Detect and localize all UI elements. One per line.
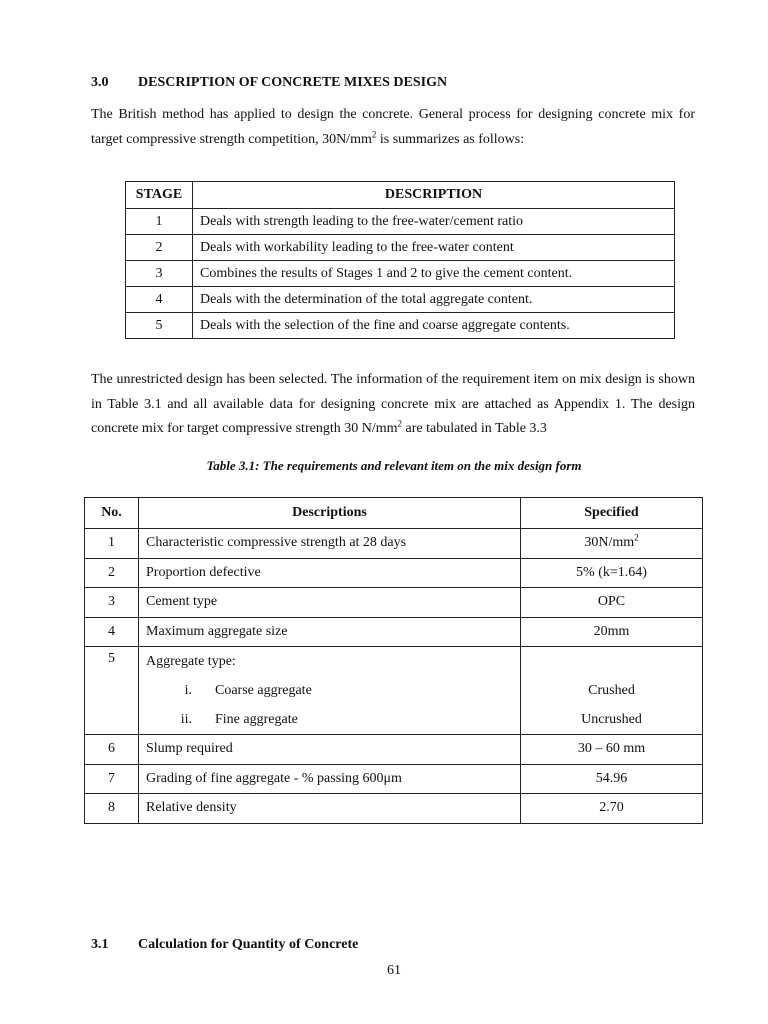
row-specified: 2.70 xyxy=(521,794,703,824)
row-description: Grading of fine aggregate - % passing 600μm xyxy=(139,764,521,794)
stage-number: 3 xyxy=(126,261,193,287)
intro-text: The British method has applied to design the concrete. General process for designing concrete mix for target compressive strength competition, 30N/mm xyxy=(91,107,695,147)
spec-fine: Uncrushed xyxy=(581,712,642,727)
intro-superscript: 2 xyxy=(371,128,377,139)
row-number: 6 xyxy=(85,735,139,765)
table-row xyxy=(85,647,703,735)
sub-item-numeral: i. xyxy=(184,682,192,698)
spec-superscript: 2 xyxy=(634,532,639,543)
design-text: The unrestricted design has been selected. The information of the requirement item on mix design is shown in Table 3.1 and all available data for designing concrete mix are attached as Appendix 1. xyxy=(91,372,695,412)
row-description: Proportion defective xyxy=(139,558,521,588)
description-header: DESCRIPTION xyxy=(193,182,675,209)
sub-item-coarse xyxy=(146,676,520,705)
row-number: 3 xyxy=(85,588,139,618)
design-paragraph xyxy=(91,368,695,442)
sub-item-numeral: ii. xyxy=(180,711,192,727)
row-specified xyxy=(521,647,703,735)
table-row xyxy=(126,287,675,313)
requirements-header xyxy=(85,498,703,529)
descriptions-header: Descriptions xyxy=(139,498,521,529)
section-number: 3.0 xyxy=(91,75,109,90)
stage-number: 2 xyxy=(126,235,193,261)
sub-item-fine xyxy=(146,705,520,734)
table-row xyxy=(85,529,703,559)
stage-number: 5 xyxy=(126,313,193,339)
stage-table-header xyxy=(126,182,675,209)
row-number: 1 xyxy=(85,529,139,559)
row-specified: 20mm xyxy=(521,617,703,647)
subsection-title: Calculation for Quantity of Concrete xyxy=(138,937,359,952)
table-row xyxy=(85,794,703,824)
design-superscript: 2 xyxy=(397,418,402,429)
table-row xyxy=(85,735,703,765)
table-row xyxy=(85,617,703,647)
row-specified: 30 – 60 mm xyxy=(521,735,703,765)
stage-number: 4 xyxy=(126,287,193,313)
row-description xyxy=(139,647,521,735)
row-number: 5 xyxy=(85,647,139,735)
row-number: 8 xyxy=(85,794,139,824)
intro-paragraph xyxy=(91,103,695,152)
aggregate-type-label: Aggregate type: xyxy=(146,654,236,669)
spec-value: 30N/mm xyxy=(584,535,635,551)
row-number: 4 xyxy=(85,617,139,647)
subsection-number: 3.1 xyxy=(91,937,109,952)
sub-item-text: Coarse aggregate xyxy=(215,682,312,698)
stage-description: Deals with the determination of the total aggregate content. xyxy=(193,287,675,313)
stage-description: Deals with strength leading to the free-water/cement ratio xyxy=(193,209,675,235)
stage-table xyxy=(125,181,675,339)
row-number: 2 xyxy=(85,558,139,588)
stage-description: Deals with workability leading to the free-water content xyxy=(193,235,675,261)
page-number: 61 xyxy=(387,963,401,978)
table-row xyxy=(85,588,703,618)
design-text-end: The design concrete mix for target compressive strength 30 N/mm xyxy=(91,396,695,436)
stage-description: Combines the results of Stages 1 and 2 to give the cement content. xyxy=(193,261,675,287)
row-number: 7 xyxy=(85,764,139,794)
design-text-tail: are tabulated in Table 3.3 xyxy=(402,421,547,436)
table-row xyxy=(85,764,703,794)
stage-number: 1 xyxy=(126,209,193,235)
sub-item-text: Fine aggregate xyxy=(215,711,298,727)
row-specified: OPC xyxy=(521,588,703,618)
no-header: No. xyxy=(85,498,139,529)
table-row xyxy=(85,558,703,588)
table-row xyxy=(126,209,675,235)
row-description: Slump required xyxy=(139,735,521,765)
table-caption: Table 3.1: The requirements and relevant item on the mix design form xyxy=(206,458,582,473)
section-title: DESCRIPTION OF CONCRETE MIXES DESIGN xyxy=(138,75,448,90)
row-specified: 54.96 xyxy=(521,764,703,794)
table-row xyxy=(126,313,675,339)
row-specified: 5% (k=1.64) xyxy=(521,558,703,588)
spec-coarse: Crushed xyxy=(588,683,635,698)
specified-header: Specified xyxy=(521,498,703,529)
row-description: Relative density xyxy=(139,794,521,824)
row-description: Characteristic compressive strength at 28 days xyxy=(139,529,521,559)
row-specified xyxy=(521,529,703,559)
row-description: Maximum aggregate size xyxy=(139,617,521,647)
stage-description: Deals with the selection of the fine and coarse aggregate contents. xyxy=(193,313,675,339)
row-description: Cement type xyxy=(139,588,521,618)
stage-header: STAGE xyxy=(126,182,193,209)
table-row xyxy=(126,261,675,287)
table-row xyxy=(126,235,675,261)
intro-text-end: is summarizes as follows: xyxy=(376,131,525,147)
requirements-table xyxy=(84,497,703,824)
